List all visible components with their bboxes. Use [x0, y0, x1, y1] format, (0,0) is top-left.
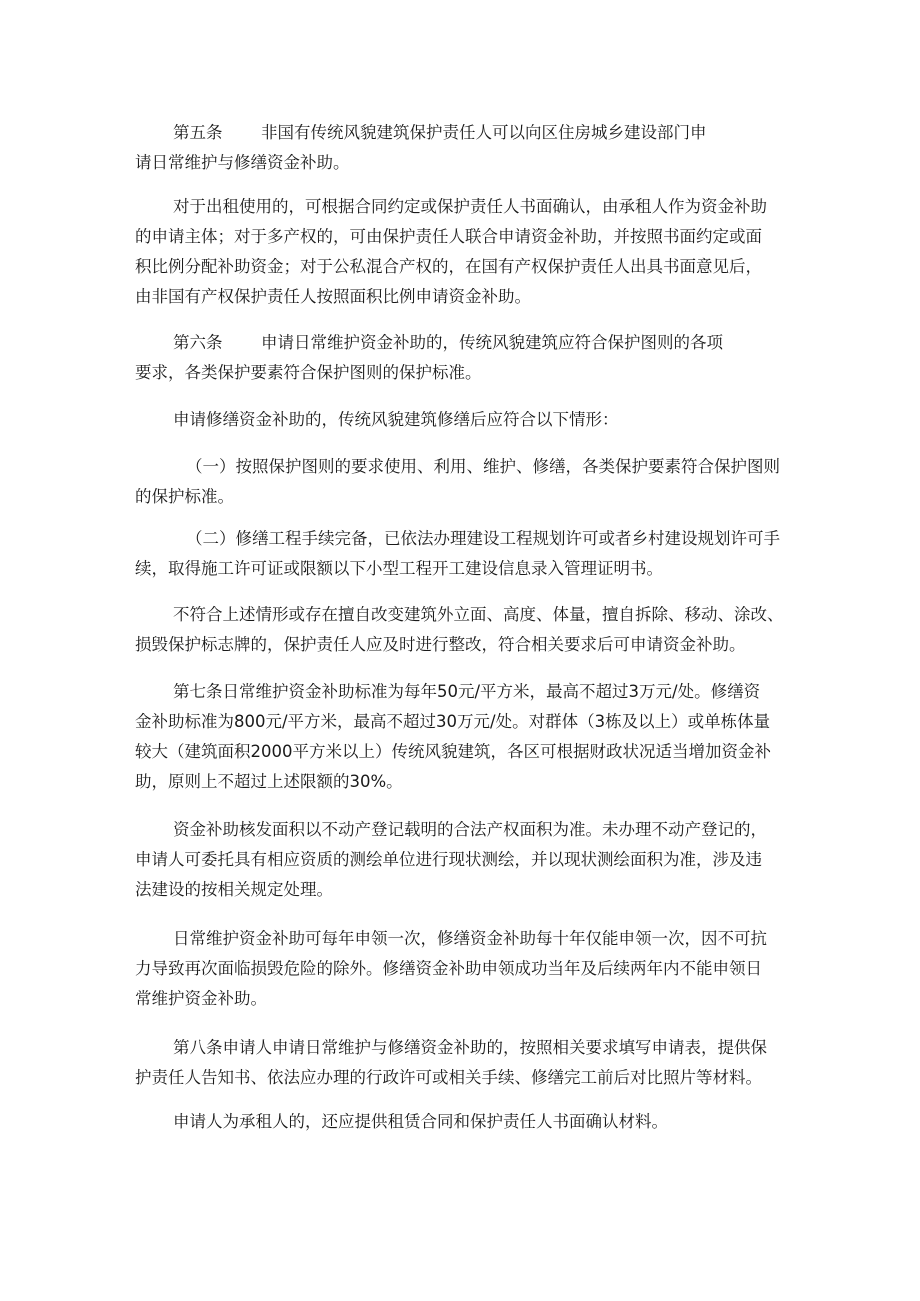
paragraph-line: 金补助标准为800元/平方米，最高不超过30万元/处。对群体（3栋及以上）或单栋体量 [135, 712, 771, 731]
paragraph-line: 法建设的按相关规定处理。 [135, 880, 333, 899]
paragraph-line: 对于出租使用的，可根据合同约定或保护责任人书面确认，由承租人作为资金补助 [173, 197, 767, 216]
article-8-paragraph-2 [135, 1107, 795, 1137]
paragraph-line: 不符合上述情形或存在擅自改变建筑外立面、高度、体量，擅自拆除、移动、涂改、 [173, 605, 784, 624]
article-7-paragraph-3 [135, 924, 795, 1014]
paragraph-line: 要求，各类保护要素符合保护图则的保护标准。 [135, 363, 482, 382]
paragraph-line: 第六条 申请日常维护资金补助的，传统风貌建筑应符合保护图则的各项 [135, 328, 795, 358]
paragraph-line: 损毁保护标志牌的，保护责任人应及时进行整改，符合相关要求后可申请资金补助。 [135, 635, 746, 654]
paragraph-line: 日常维护资金补助可每年申领一次，修缮资金补助每十年仅能申领一次，因不可抗 [173, 929, 767, 948]
paragraph-line: 的保护标准。 [135, 487, 234, 506]
article-8 [135, 1033, 795, 1093]
paragraph-line: 由非国有产权保护责任人按照面积比例申请资金补助。 [135, 287, 531, 306]
article-6-item-2 [135, 524, 795, 584]
article-6-item-1 [135, 452, 795, 512]
paragraph-line: 的申请主体；对于多产权的，可由保护责任人联合申请资金补助，并按照书面约定或面 [135, 227, 762, 246]
paragraph-line: 续，取得施工许可证或限额以下小型工程开工建设信息录入管理证明书。 [135, 559, 663, 578]
paragraph-line: 常维护资金补助。 [135, 989, 267, 1008]
paragraph-line: 申请修缮资金补助的，传统风貌建筑修缮后应符合以下情形： [173, 410, 619, 429]
article-6-paragraph-2 [135, 405, 795, 435]
paragraph-line: 第八条申请人申请日常维护与修缮资金补助的，按照相关要求填写申请表，提供保 [173, 1038, 767, 1057]
paragraph-line: 申请人可委托具有相应资质的测绘单位进行现状测绘，并以现状测绘面积为准，涉及违 [135, 850, 762, 869]
article-5 [135, 118, 795, 178]
article-6-paragraph-3 [135, 600, 795, 660]
article-6 [135, 328, 795, 388]
paragraph-line: 护责任人告知书、依法应办理的行政许可或相关手续、修缮完工前后对比照片等材料。 [135, 1068, 762, 1087]
article-5-paragraph-2 [135, 192, 795, 312]
paragraph-line: （一）按照保护图则的要求使用、利用、维护、修缮，各类保护要素符合保护图则 [186, 457, 780, 476]
paragraph-line: 资金补助核发面积以不动产登记载明的合法产权面积为准。未办理不动产登记的， [173, 820, 767, 839]
paragraph-line: 第五条 非国有传统风貌建筑保护责任人可以向区住房城乡建设部门申 [135, 118, 795, 148]
paragraph-line: 积比例分配补助资金；对于公私混合产权的，在国有产权保护责任人出具书面意见后， [135, 257, 762, 276]
paragraph-line: 较大（建筑面积2000平方米以上）传统风貌建筑，各区可根据财政状况适当增加资金补 [135, 742, 771, 761]
paragraph-line: 申请人为承租人的，还应提供租赁合同和保护责任人书面确认材料。 [173, 1112, 668, 1131]
paragraph-line: 第七条日常维护资金补助标准为每年50元/平方米，最高不超过3万元/处。修缮资 [173, 682, 761, 701]
article-label: 第六条 [173, 333, 223, 352]
paragraph-line: 助，原则上不超过上述限额的30%。 [135, 772, 403, 791]
article-7 [135, 677, 795, 797]
paragraph-line: 请日常维护与修缮资金补助。 [135, 153, 350, 172]
paragraph-line: 力导致再次面临损毁危险的除外。修缮资金补助申领成功当年及后续两年内不能申领日 [135, 959, 762, 978]
paragraph-line: （二）修缮工程手续完备，已依法办理建设工程规划许可或者乡村建设规划许可手 [186, 529, 780, 548]
article-label: 第五条 [173, 123, 223, 142]
article-7-paragraph-2 [135, 815, 795, 905]
